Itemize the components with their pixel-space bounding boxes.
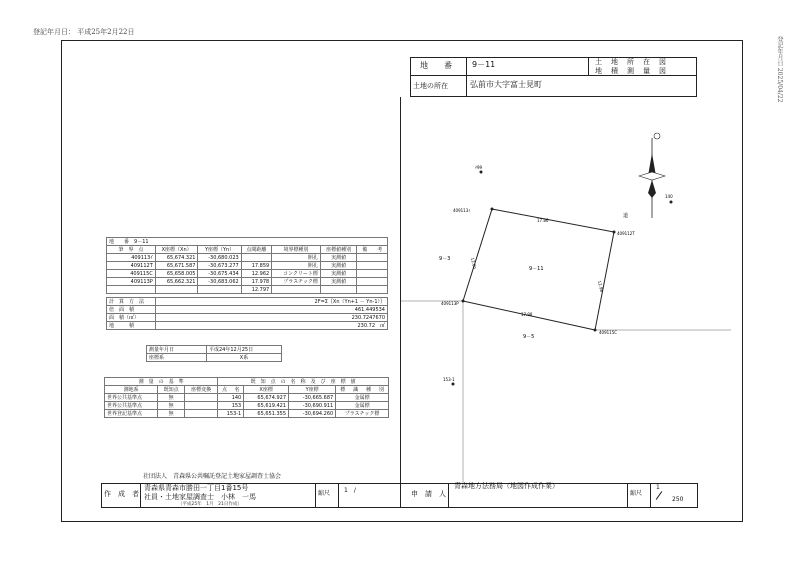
side-date-stamp: 登記年月日 2025/04/22: [776, 36, 783, 103]
point-marker: [594, 329, 597, 332]
x-coord: 65,674.927: [244, 394, 289, 402]
area-row: [107, 314, 388, 322]
table-row: [105, 410, 389, 418]
chiban-value: 9－11: [472, 60, 496, 69]
table-row: [107, 262, 388, 270]
marker-type: 金属標: [336, 402, 389, 410]
header-cell: 点: [218, 386, 231, 394]
distance: 17.859: [241, 262, 272, 270]
table-row: [147, 346, 282, 354]
value-type: 実測値: [320, 254, 357, 262]
header-cell: 名: [231, 386, 244, 394]
point-label: 140: [665, 194, 673, 199]
footer-divider: [650, 483, 651, 507]
value-type: 実測値: [320, 270, 357, 278]
remarks: [357, 278, 388, 286]
x-coord: 65,658.005: [155, 270, 198, 278]
point-name: 140: [218, 394, 244, 402]
point-name: 409113ｲ: [107, 254, 156, 262]
area-label: 面 積（㎡）: [107, 314, 156, 322]
point-name: 409115C: [107, 270, 156, 278]
transform: 無: [158, 410, 185, 418]
point-label: 409112T: [617, 231, 635, 236]
double-area-label: 倍 面 積: [107, 306, 156, 314]
point-name: 153-1: [218, 410, 244, 418]
edge-length-label: 17.98: [521, 312, 533, 317]
calc-method-label: 計 算 方 法: [107, 298, 156, 306]
table-row: [107, 286, 388, 294]
remarks: [357, 262, 388, 270]
edge-length-label: 12.80: [470, 257, 478, 270]
double-area-value: 461.449534: [155, 306, 387, 314]
point-label: ﾃ99: [475, 165, 483, 170]
coord-system-value: X系: [207, 354, 282, 362]
y-coord: -30,675.434: [198, 270, 241, 278]
header-cell: 備 考: [357, 246, 388, 254]
header-cell: X座標: [244, 386, 289, 394]
point-marker: [613, 231, 616, 234]
location-label: 土地の所在: [413, 82, 448, 90]
parcel-label: 道: [623, 213, 629, 219]
preparer-name: 社員・土地家屋調査士 小林 一馬: [144, 493, 256, 501]
header-divider: [410, 75, 697, 76]
footer-right-edge: [697, 483, 698, 507]
applicant-name: 青森地方法務局（地図作成作業）: [454, 482, 559, 490]
y-coord: -30,683.062: [198, 278, 241, 286]
table-row: [107, 254, 388, 262]
point-name: 409113P: [107, 278, 156, 286]
reference-subheader-row: [105, 386, 389, 394]
header-cell: 種: [362, 386, 375, 394]
header-cell: 座標変換: [184, 386, 217, 394]
north-arrow-icon: [639, 133, 665, 218]
scale-numerator: 1: [656, 484, 660, 491]
marker-type: プラスチック標: [336, 410, 389, 418]
y-coord: -30,665.687: [289, 394, 336, 402]
marker-type: 開孔: [272, 262, 321, 270]
org-name: 社団法人 青森県公共嘱託登記土地家屋調査士協会: [143, 473, 282, 480]
table-row: [147, 354, 282, 362]
survey-info-table: [146, 345, 282, 362]
transform: 無: [158, 394, 185, 402]
point-name: 409112T: [107, 262, 156, 270]
value-type: 実測値: [320, 262, 357, 270]
point-marker: [462, 300, 465, 303]
header-cell: 筆 界 点: [107, 246, 156, 254]
area-table-header-row: [107, 246, 388, 254]
x-coord: 65,671.587: [155, 262, 198, 270]
header-cell: 識: [349, 386, 362, 394]
header-cell: 境界標種別: [272, 246, 321, 254]
y-coord: -30,690.911: [289, 402, 336, 410]
distance: 17.978: [241, 278, 272, 286]
header-cell: Y座標: [289, 386, 336, 394]
parcel-label: 9－11: [529, 266, 544, 272]
parcel-label: 9－3: [439, 256, 451, 262]
footer-divider: [140, 483, 141, 507]
datum: 世界公共基準点: [105, 402, 158, 410]
x-coord: 65,619.421: [244, 402, 289, 410]
footer-divider: [315, 483, 316, 507]
point-label: 409113ｲ: [453, 208, 471, 213]
edge-length-label: 17.86: [537, 218, 549, 223]
double-area-row: [107, 306, 388, 314]
distance: 12.962: [241, 270, 272, 278]
scale-label-right: 縮尺: [630, 490, 643, 497]
chiban-label: 地 番: [420, 61, 452, 70]
scale-denominator: 250: [672, 496, 684, 503]
header-cell: 座標値種別: [320, 246, 357, 254]
survey-drawing: [401, 98, 731, 483]
header-label-divider: [466, 57, 467, 97]
x-coord: 65,662.321: [155, 278, 198, 286]
footer-divider: [627, 483, 628, 507]
datum: 世界公共基準点: [105, 394, 158, 402]
header-cell: 既 知 点 の 名 称 及 び 座 標 値: [218, 378, 389, 386]
x-coord: 65,651.355: [244, 410, 289, 418]
edge-length-label: 12.96: [597, 280, 605, 293]
header-cell: 既知点: [158, 386, 185, 394]
table-row: [105, 402, 389, 410]
scale-label-left: 縮尺: [318, 490, 331, 497]
marker-type: コンクリート標: [272, 270, 321, 278]
chiseki-label: 地 積: [107, 322, 156, 330]
created-date: （平成25年 1月 21日作成）: [178, 502, 242, 507]
footer-divider: [448, 483, 449, 507]
marker-type: 開孔: [272, 254, 321, 262]
remarks: [357, 270, 388, 278]
area-table-chiban-label: 地 番: [109, 238, 130, 245]
header-cell: 点間距離: [241, 246, 272, 254]
area-table-chiban-value: 9－11: [134, 238, 149, 245]
header-cell: 測地系: [105, 386, 158, 394]
y-coord: -30,680.023: [198, 254, 241, 262]
footer-left-edge: [101, 483, 102, 507]
header-cell: Y座標（Yn）: [198, 246, 241, 254]
survey-date-value: 平成24年12月25日: [207, 346, 282, 354]
survey-date-label: 測量年月日: [147, 346, 207, 354]
point-marker: [491, 208, 494, 211]
distance: 12.797: [241, 286, 272, 294]
scale-value-left: 1 /: [344, 487, 356, 494]
point-label: 409113P: [441, 301, 459, 306]
marker-type: 金属標: [336, 394, 389, 402]
header-title-divider: [588, 57, 589, 75]
datum: 世界登記基準点: [105, 410, 158, 418]
applicant-label: 申 請 人: [411, 490, 446, 498]
table-row: [105, 394, 389, 402]
transform: 無: [158, 402, 185, 410]
reference-table: [104, 377, 389, 418]
chiseki-row: [107, 322, 388, 330]
point-marker: [452, 383, 455, 386]
table-row: [107, 278, 388, 286]
footer-divider: [338, 483, 339, 507]
distance: [241, 254, 272, 262]
location-value: 弘前市大字富士見町: [470, 80, 542, 89]
title-sokuryozu: 地 積 測 量 図: [595, 67, 667, 75]
parcel-label: 9－5: [523, 334, 535, 340]
calc-method-value: 2F=Σ｛Xn（Yn+1 － Yn-1）｝: [155, 298, 387, 306]
preparer-label: 作 成 者: [104, 490, 139, 498]
registration-date: 登記年月日： 平成25年2月22日: [33, 28, 135, 36]
footer-divider: [400, 483, 401, 507]
point-label: 153-1: [443, 377, 455, 382]
preparer-address: 青森県青森市勝田一丁目1番15号: [144, 484, 249, 492]
table-row: [107, 270, 388, 278]
chiseki-value: 230.72 ㎡: [155, 322, 387, 330]
area-value: 230.7247670: [155, 314, 387, 322]
header-cell: 標: [336, 386, 350, 394]
calc-method-row: [107, 298, 388, 306]
point-label: 409115C: [599, 330, 618, 335]
point-marker: [670, 201, 673, 204]
header-cell: X座標（Xn）: [155, 246, 198, 254]
y-coord: -30,673.277: [198, 262, 241, 270]
x-coord: 65,674.321: [155, 254, 198, 262]
title-shozaizu: 土 地 所 在 図: [595, 58, 667, 66]
header-cell: 測 量 の 基 準: [105, 378, 218, 386]
point-marker: [480, 171, 483, 174]
point-name: 153: [218, 402, 244, 410]
marker-type: プラスチック標: [272, 278, 321, 286]
coord-system-label: 座標系: [147, 354, 207, 362]
y-coord: -30,694.260: [289, 410, 336, 418]
value-type: 実測値: [320, 278, 357, 286]
remarks: [357, 254, 388, 262]
reference-header-row: [105, 378, 389, 386]
header-cell: 別: [375, 386, 389, 394]
